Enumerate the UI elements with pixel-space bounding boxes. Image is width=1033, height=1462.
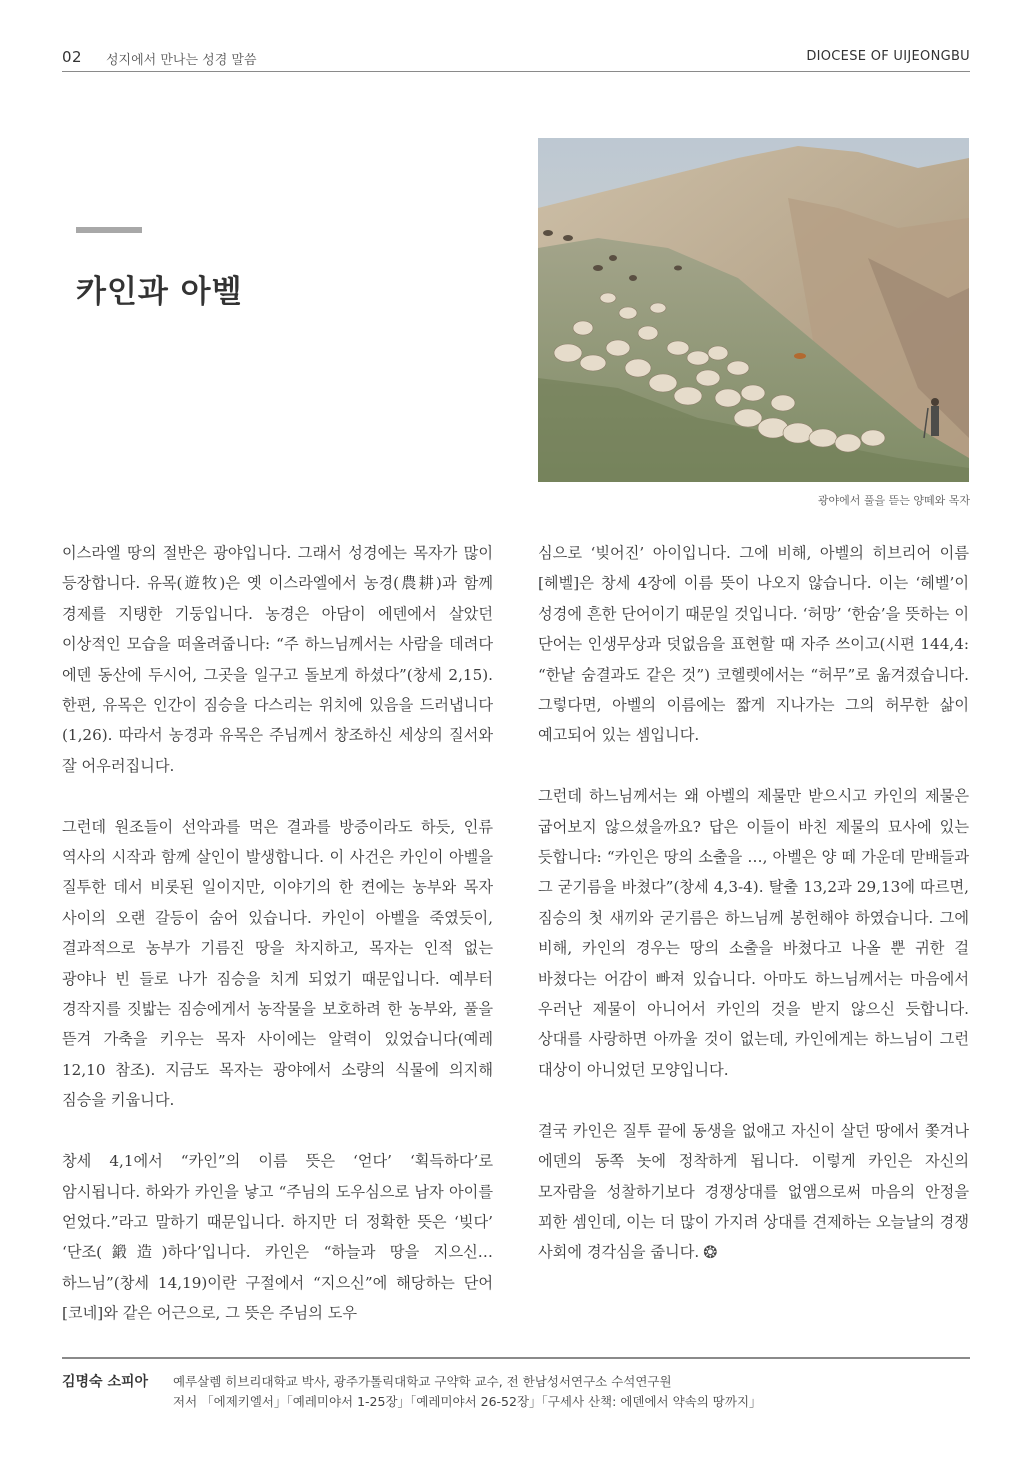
author-name: 김명숙 소피아 bbox=[62, 1374, 149, 1390]
photo-caption: 광야에서 풀을 뜯는 양떼와 목자 bbox=[817, 494, 970, 507]
paragraph: 이스라엘 땅의 절반은 광야입니다. 그래서 성경에는 목자가 많이 등장합니다. 유목(遊牧)은 옛 이스라엘에서 농경(農耕)과 함께 경제를 지탱한 기둥입니다. 농경은 아담이 에덴에서 살았던 이상적인 모습을 떠올려줍니다: “주 하느님께서는 사람을 데려다 에덴 동산에 두시어, 그곳을 일구고 돌보게 하셨다”(창세 2,15). 한편, 유목은 인간이 짐승을 다스리는 위치에 있음을 드러냅니다(1,26). 따라서 농경과 유목은 주님께서 창조하신 세상의 질서와 잘 어우러집니다. bbox=[62, 544, 493, 775]
paragraph-final bbox=[538, 1116, 969, 1269]
text-column-left bbox=[62, 538, 493, 1329]
end-mark-icon: ❂ bbox=[703, 1243, 718, 1264]
author-bio-line: 저서 「에제키엘서」「예레미야서 1-25장」「예레미야서 26-52장」「구세사 산책: 에덴에서 약속의 땅까지」 bbox=[173, 1394, 762, 1409]
paragraph: 심으로 ‘빚어진’ 아이입니다. 그에 비해, 아벨의 히브리어 이름 [헤벨]은 창세 4장에 이름 뜻이 나오지 않습니다. 이는 ‘헤벨’이 성경에 흔한 단어이기 때문일 것입니다. ‘허망’ ‘한숨’을 뜻하는 이 단어는 인생무상과 덧없음을 표현할 때 자주 쓰이고(시편 144,4: “한낱 숨결과도 같은 것”) 코헬렛에서는 “허무”로 옮겨졌습니다. 그렇다면, 아벨의 이름에는 짧게 지나가는 그의 허무한 삶이 예고되어 있는 셈입니다. bbox=[538, 544, 969, 745]
paragraph: 창세 4,1에서 “카인”의 이름 뜻은 ‘얻다’ ‘획득하다’로 암시됩니다. 하와가 카인을 낳고 “주님의 도우심으로 남자 아이를 얻었다.”라고 말하기 때문입니다. 하지만 더 정확한 뜻은 ‘빚다’ ‘단조(鍛造)하다’입니다. 카인은 “하늘과 땅을 지으신… 하느님”(창세 14,19)이란 구절에서 “지으신”에 해당하는 단어 [코네]와 같은 어근으로, 그 뜻은 주님의 도우 bbox=[62, 1152, 493, 1323]
page-number: 02 bbox=[62, 48, 83, 66]
paragraph: 그런데 원조들이 선악과를 먹은 결과를 방증이라도 하듯, 인류 역사의 시작과 함께 살인이 발생합니다. 이 사건은 카인이 아벨을 질투한 데서 비롯된 일이지만, 이야기의 한 켠에는 농부와 목자 사이의 오랜 갈등이 숨어 있습니다. 카인이 아벨을 죽였듯이, 결과적으로 농부가 기름진 땅을 차지하고, 목자는 인적 없는 광야나 빈 들로 나가 짐승을 치게 되었기 때문입니다. 예부터 경작지를 짓밟는 짐승에게서 농작물을 보호하려 한 농부와, 풀을 뜯겨 가축을 키우는 목자 사이에는 알력이 있었습니다(예레 12,10 참조). 지금도 목자는 광야에서 소량의 식물에 의지해 짐승을 키웁니다. bbox=[62, 817, 493, 1110]
paragraph: 그런데 하느님께서는 왜 아벨의 제물만 받으시고 카인의 제물은 굽어보지 않으셨을까요? 답은 이들이 바친 제물의 묘사에 있는 듯합니다: “카인은 땅의 소출을 …, 아벨은 양 떼 가운데 맏배들과 그 굳기름을 바쳤다”(창세 4,3-4). 탈출 13,2과 29,13에 따르면, 짐승의 첫 새끼와 굳기름은 하느님께 봉헌해야 하였습니다. 그에 비해, 카인의 경우는 땅의 소출을 바쳤다고 나올 뿐 귀한 걸 바쳤다는 어감이 빠져 있습니다. 아마도 하느님께서는 마음에서 우러난 제물이 아니어서 카인의 것을 받지 않으신 듯합니다. 상대를 사랑하면 아까울 것이 없는데, 카인에게는 하느님이 그런 대상이 아니었던 모양입니다. bbox=[538, 787, 969, 1079]
page-header bbox=[62, 46, 970, 72]
article-title: 카인과 아벨 bbox=[76, 274, 243, 310]
author-bio bbox=[173, 1372, 762, 1412]
text-column-right bbox=[538, 538, 969, 1269]
photo-illustration bbox=[538, 138, 969, 482]
section-title: 성지에서 만나는 성경 말씀 bbox=[106, 53, 257, 68]
publisher-name: DIOCESE OF UIJEONGBU bbox=[806, 49, 970, 64]
footer-divider bbox=[62, 1357, 970, 1359]
article-photo bbox=[538, 138, 969, 482]
author-bio-line: 예루살렘 히브리대학교 박사, 광주가톨릭대학교 구약학 교수, 전 한남성서연구소 수석연구원 bbox=[173, 1374, 672, 1389]
paragraph-text: 결국 카인은 질투 끝에 동생을 없애고 자신이 살던 땅에서 쫓겨나 에덴의 동쪽 놋에 정착하게 됩니다. 이렇게 카인은 자신의 모자람을 성찰하기보다 경쟁상대를 없앰으로써 마음의 안정을 꾀한 셈인데, 이는 더 많이 가지려 상대를 견제하는 오늘날의 경쟁 사회에 경각심을 줍니다. bbox=[538, 1121, 969, 1262]
title-accent-bar bbox=[76, 227, 142, 233]
